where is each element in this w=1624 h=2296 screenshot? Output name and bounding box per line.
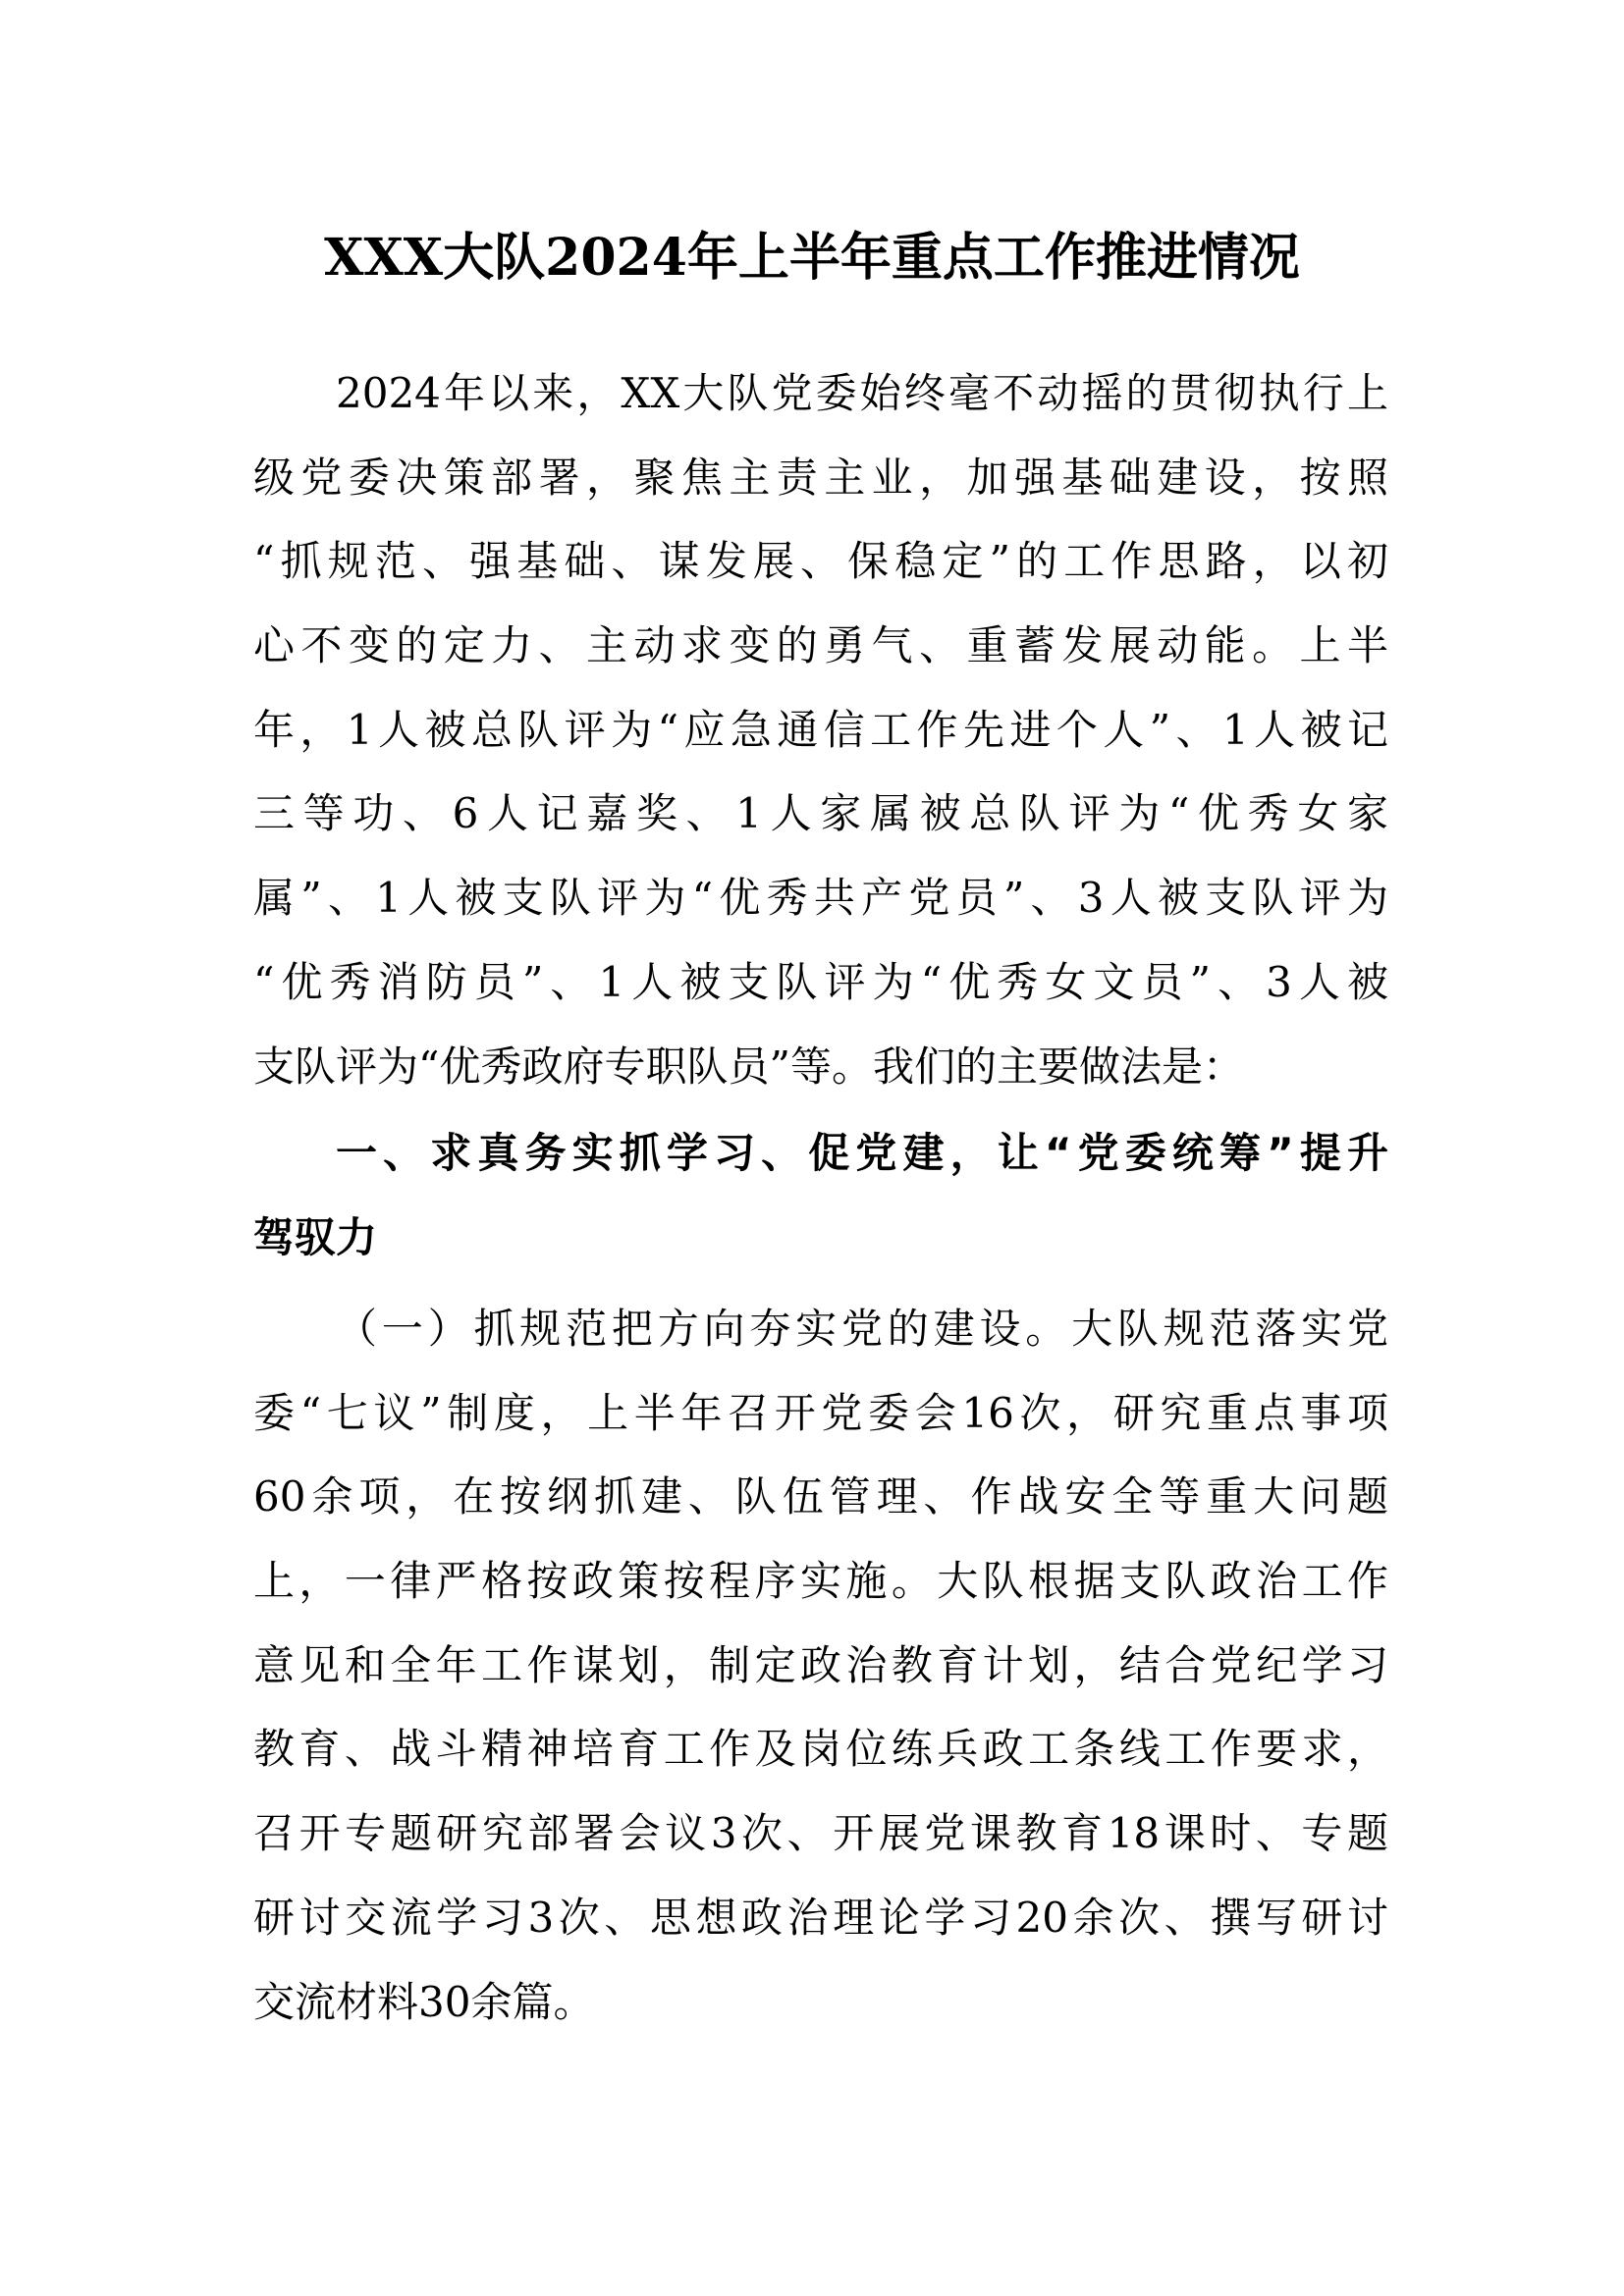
text-line: 年，1人被总队评为“应急通信工作先进个人”、1人被记	[253, 705, 1388, 754]
heading-line: 一、求真务实抓学习、促党建，让“党委统筹”提升	[336, 1129, 1388, 1177]
text-line: “抓规范、强基础、谋发展、保稳定”的工作思路，以初	[253, 537, 1388, 586]
document-title: XXX大队2024年上半年重点工作推进情况	[324, 228, 1300, 288]
text-line: 研讨交流学习3次、思想政治理论学习20余次、撰写研讨	[253, 1893, 1388, 1942]
text-line: 上，一律严格按政策按程序实施。大队根据支队政治工作	[253, 1557, 1388, 1606]
text-line: 2024年以来，XX大队党委始终毫不动摇的贯彻执行上	[336, 369, 1388, 417]
section-heading	[253, 1111, 1388, 1279]
intro-paragraph	[253, 351, 1388, 1108]
text-line: “优秀消防员”、1人被支队评为“优秀女文员”、3人被	[253, 957, 1388, 1006]
text-line: 教育、战斗精神培育工作及岗位练兵政工条线工作要求，	[253, 1725, 1388, 1774]
text-line: 级党委决策部署，聚焦主责主业，加强基础建设，按照	[253, 453, 1388, 502]
text-line: 委“七议”制度，上半年召开党委会16次，研究重点事项	[253, 1388, 1388, 1437]
text-line: 心不变的定力、主动求变的勇气、重蓄发展动能。上半	[253, 621, 1388, 670]
text-line: 支队评为“优秀政府专职队员”等。我们的主要做法是：	[253, 1041, 1244, 1091]
heading-line: 驾驭力	[253, 1212, 378, 1261]
text-line: 60余项，在按纲抓建、队伍管理、作战安全等重大问题	[253, 1472, 1388, 1522]
text-line: （一）抓规范把方向夯实党的建设。大队规范落实党	[336, 1305, 1388, 1353]
text-line: 意见和全年工作谋划，制定政治教育计划，结合党纪学习	[253, 1640, 1388, 1689]
text-line: 三等功、6人记嘉奖、1人家属被总队评为“优秀女家	[253, 789, 1388, 838]
text-line: 交流材料30余篇。	[253, 1977, 595, 2026]
section-paragraph	[253, 1287, 1388, 2044]
text-line: 召开专题研究部署会议3次、开展党课教育18课时、专题	[253, 1809, 1388, 1858]
text-line: 属”、1人被支队评为“优秀共产党员”、3人被支队评为	[253, 874, 1388, 923]
